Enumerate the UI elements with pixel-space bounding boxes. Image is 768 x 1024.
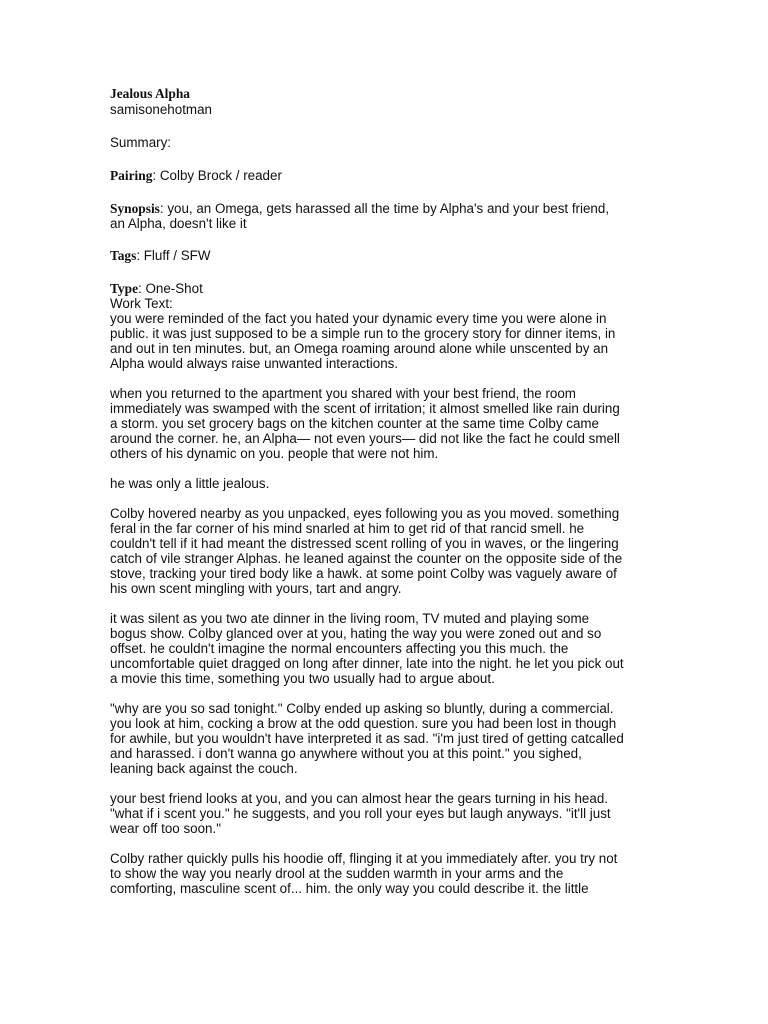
- paragraph: [110, 701, 670, 776]
- paragraph: [110, 791, 670, 836]
- paragraph-line: your best friend looks at you, and you can almost hear the gears turning in his head.: [110, 791, 608, 806]
- document-author: samisonehotman: [110, 102, 212, 117]
- paragraph-line: and harassed. i don't wanna go anywhere without you at this point." you sighed,: [110, 746, 582, 761]
- paragraph-line: and out in ten minutes. but, an Omega roaming around alone while unscented by an: [110, 341, 609, 356]
- work-header: [110, 281, 670, 311]
- paragraph-line: comforting, masculine scent of... him. the only way you could describe it. the little: [110, 881, 589, 896]
- paragraph-line: you look at him, cocking a brow at the odd question. sure you had been lost in though: [110, 716, 617, 731]
- paragraph-line: his own scent mingling with yours, tart and angry.: [110, 581, 402, 596]
- paragraph-line: uncomfortable quiet dragged on long after dinner, late into the night. he let you pick out: [110, 656, 624, 671]
- synopsis-block: [110, 201, 670, 231]
- paragraph-line: to show the way you nearly drool at the sudden warmth in your arms and the: [110, 866, 564, 881]
- pairing-label: Pairing: [110, 168, 153, 183]
- type-value: : One-Shot: [138, 281, 203, 296]
- paragraph: [110, 611, 670, 686]
- paragraph: [110, 506, 670, 596]
- paragraph-line: catch of vile stranger Alphas. he leaned against the counter on the opposite side of the: [110, 551, 623, 566]
- paragraph-line: for awhile, but you wouldn't have interpreted it as sad. "i'm just tired of getting catcalled: [110, 731, 624, 746]
- paragraph-line: when you returned to the apartment you shared with your best friend, the room: [110, 386, 576, 401]
- document-page: [110, 86, 670, 896]
- type-line: [110, 281, 670, 296]
- paragraph-line: couldn't tell if it had meant the distressed scent rolling of you in waves, or the lingering: [110, 536, 619, 551]
- paragraph-line: Colby rather quickly pulls his hoodie off, flinging it at you immediately after. you try not: [110, 851, 618, 866]
- paragraph: [110, 476, 670, 491]
- paragraph: [110, 851, 670, 896]
- paragraph-line: stove, tracking your tired body like a hawk. at some point Colby was vaguely aware of: [110, 566, 617, 581]
- synopsis-line: an Alpha, doesn't like it: [110, 216, 247, 231]
- paragraph-line: Colby hovered nearby as you unpacked, eyes following you as you moved. something: [110, 506, 620, 521]
- tags-line: [110, 248, 670, 264]
- summary-label: Summary:: [110, 135, 172, 150]
- work-text-label: Work Text:: [110, 296, 173, 311]
- synopsis-line: [110, 201, 670, 216]
- paragraph-line: a movie this time, something you two usually had to argue about.: [110, 671, 495, 686]
- paragraph: [110, 311, 670, 371]
- paragraph-line: he was only a little jealous.: [110, 476, 270, 491]
- paragraph-line: you were reminded of the fact you hated your dynamic every time you were alone in: [110, 311, 607, 326]
- paragraph-line: "what if i scent you." he suggests, and you roll your eyes but laugh anyways. "it'll just: [110, 806, 611, 821]
- synopsis-label: Synopsis: [110, 201, 160, 216]
- paragraph: [110, 386, 670, 461]
- paragraph-line: feral in the far corner of his mind snarled at him to get rid of that rancid smell. he: [110, 521, 585, 536]
- document-title: Jealous Alpha: [110, 86, 190, 101]
- paragraph-line: bogus show. Colby glanced over at you, hating the way you were zoned out and so: [110, 626, 602, 641]
- paragraph-line: others of his dynamic on you. people that were not him.: [110, 446, 439, 461]
- paragraph-line: a storm. you set grocery bags on the kitchen counter at the same time Colby came: [110, 416, 599, 431]
- paragraph-line: Alpha would always raise unwanted interactions.: [110, 356, 399, 371]
- tags-value: : Fluff / SFW: [136, 248, 211, 263]
- paragraph-line: it was silent as you two ate dinner in the living room, TV muted and playing some: [110, 611, 590, 626]
- type-label: Type: [110, 281, 139, 296]
- paragraph-line: offset. he couldn't imagine the normal encounters affecting you this much. the: [110, 641, 569, 656]
- pairing-value: : Colby Brock / reader: [152, 168, 282, 183]
- paragraph-line: public. it was just supposed to be a simple run to the grocery story for dinner items, in: [110, 326, 616, 341]
- paragraph-line: wear off too soon.": [110, 821, 221, 836]
- tags-label: Tags: [110, 248, 137, 263]
- paragraph-line: leaning back against the couch.: [110, 761, 298, 776]
- work-text-body: [110, 311, 670, 896]
- pairing-line: [110, 168, 670, 184]
- paragraph-line: "why are you so sad tonight." Colby ended up asking so bluntly, during a commercial.: [110, 701, 614, 716]
- synopsis-text: : you, an Omega, gets harassed all the time by Alpha's and your best friend,: [159, 201, 610, 216]
- paragraph-line: immediately was swamped with the scent of irritation; it almost smelled like rain during: [110, 401, 620, 416]
- paragraph-line: around the corner. he, an Alpha— not even yours— did not like the fact he could smell: [110, 431, 620, 446]
